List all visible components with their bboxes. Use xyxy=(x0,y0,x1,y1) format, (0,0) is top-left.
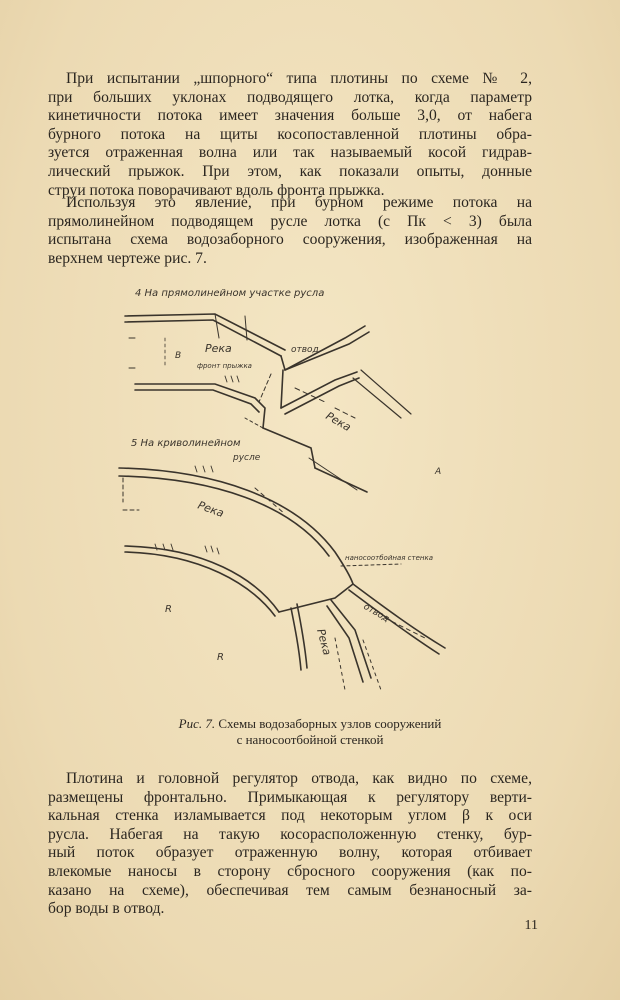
label-mark-b: В xyxy=(175,351,182,361)
text-line: прямолинейном подводящем русле лотка (с Пк < 3) была xyxy=(48,212,532,230)
text-line: ный поток образует отраженную волну, которая отбивает xyxy=(48,844,532,862)
label-outlet: отвод xyxy=(291,345,319,355)
caption-line-2: с наносоотбойной стенкой xyxy=(236,732,384,747)
label-curved-section: 5 На криволинейном xyxy=(131,438,241,449)
text-line: Используя это явление, при бурном режиме потока на xyxy=(66,194,532,211)
text-line: зуется отраженная волна или так называемый косой гидрав- xyxy=(48,144,532,162)
text-line: размещены фронтально. Примыкающая к регулятору верти- xyxy=(48,788,532,806)
label-river: Река xyxy=(195,498,226,520)
caption-line-1: Схемы водозаборных узлов сооружений xyxy=(218,716,442,731)
label-mark-a: А xyxy=(435,467,442,477)
paragraph-1 xyxy=(48,70,532,200)
text-line: Плотина и головной регулятор отвода, как видно по схеме, xyxy=(66,770,532,787)
text-line: русла. Набегая на такую косорасположенную стенку, бур- xyxy=(48,825,532,843)
caption-label: Рис. 7. xyxy=(178,716,216,731)
label-sediment-wall: наносоотбойная стенка xyxy=(345,554,433,562)
label-river: Река xyxy=(323,409,354,434)
figure-7-diagram xyxy=(95,278,475,708)
text-line: струи потока поворачивают вдоль фронта прыжка. xyxy=(48,181,385,199)
text-line: лический прыжок. При этом, как показали опыты, донные xyxy=(48,162,532,180)
label-radius: R xyxy=(217,652,224,663)
text-line: испытана схема водозаборного сооружения, изображенная на xyxy=(48,231,532,249)
page-number: 11 xyxy=(524,918,538,933)
text-line: кинетичности потока имеет значения больше 3,0, от набега xyxy=(48,107,532,125)
text-line: бурного потока на щиты косопоставленной плотины обра- xyxy=(48,125,532,143)
text-line: кальная стенка изламывается под некоторым углом β к оси xyxy=(48,807,532,825)
label-river: Река xyxy=(205,342,232,355)
figure-caption xyxy=(48,716,572,748)
paragraph-2 xyxy=(48,194,532,268)
text-line: верхнем чертеже рис. 7. xyxy=(48,249,207,267)
label-curved-section-2: русле xyxy=(233,453,261,463)
text-line: влекомые наносы в сторону сбросного сооружения (как по- xyxy=(48,862,532,880)
paragraph-3 xyxy=(48,770,532,919)
label-radius: R xyxy=(165,604,172,615)
label-outlet: отвод xyxy=(361,601,391,625)
label-jump-front: фронт прыжка xyxy=(197,362,252,370)
text-line: казано на схеме), обеспечивая тем самым безнаносный за- xyxy=(48,881,532,899)
label-river: Река xyxy=(314,627,334,657)
label-straight-section: 4 На прямолинейном участке русла xyxy=(135,288,325,299)
text-line: При испытании „шпорного“ типа плотины по схеме № 2, xyxy=(66,70,532,87)
text-line: бор воды в отвод. xyxy=(48,900,165,918)
text-line: при больших уклонах подводящего лотка, когда параметр xyxy=(48,88,532,106)
